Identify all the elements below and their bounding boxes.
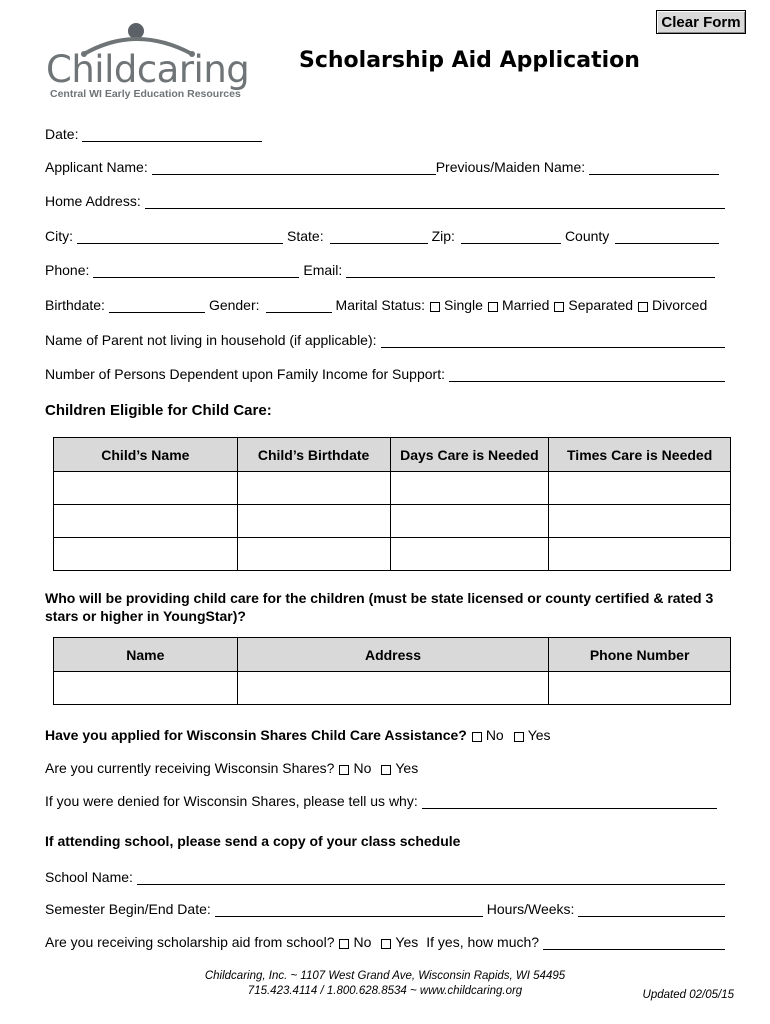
state-label: State: (287, 228, 324, 244)
table-row (54, 472, 731, 505)
marital-status-label: Marital Status: (335, 297, 426, 313)
birthdate-row (45, 293, 725, 313)
table-cell[interactable] (237, 505, 390, 538)
shares-applied-yes-label: Yes (527, 727, 551, 743)
shares-applied-no-label: No (485, 727, 504, 743)
provider-address-header: Address (237, 638, 549, 672)
applicant-name-label: Applicant Name: (45, 159, 148, 175)
previous-name-label: Previous/Maiden Name: (435, 159, 586, 175)
table-cell[interactable] (390, 505, 549, 538)
phone-label: Phone: (45, 262, 90, 278)
scholarship-yes-checkbox[interactable] (381, 939, 391, 949)
hours-label: Hours/Weeks: (486, 901, 575, 917)
table-row (54, 672, 731, 705)
children-table (53, 437, 731, 571)
logo-tagline: Central WI Early Education Resources (50, 88, 241, 100)
table-cell[interactable] (549, 472, 731, 505)
school-heading: If attending school, please send a copy of your class schedule (45, 833, 461, 849)
parent-field[interactable] (381, 332, 725, 348)
table-cell[interactable] (390, 472, 549, 505)
updated-date: Updated 02/05/15 (642, 989, 734, 1001)
divorced-checkbox[interactable] (638, 302, 648, 312)
city-field[interactable] (77, 228, 283, 244)
email-field[interactable] (346, 262, 715, 278)
provider-table-header (54, 638, 731, 672)
applicant-name-row (45, 155, 725, 175)
zip-label: Zip: (431, 228, 455, 244)
footer-address: Childcaring, Inc. ~ 1107 West Grand Ave, Wisconsin Rapids, WI 54495 (204, 970, 566, 982)
how-much-field[interactable] (543, 934, 725, 950)
provider-name-header: Name (54, 638, 238, 672)
city-row (45, 224, 725, 244)
phone-field[interactable] (93, 262, 299, 278)
semester-field[interactable] (215, 901, 483, 917)
provider-phone-header: Phone Number (549, 638, 731, 672)
footer-contact: 715.423.4114 / 1.800.628.8534 ~ www.childcaring.org (247, 985, 523, 997)
home-address-field[interactable] (145, 193, 725, 209)
days-care-header: Days Care is Needed (390, 438, 549, 472)
city-label: City: (45, 228, 73, 244)
table-cell[interactable] (549, 538, 731, 571)
semester-row (45, 897, 725, 917)
table-cell[interactable] (390, 538, 549, 571)
scholarship-no-checkbox[interactable] (339, 939, 349, 949)
table-cell[interactable] (54, 505, 238, 538)
school-name-label: School Name: (45, 869, 133, 885)
zip-field[interactable] (461, 228, 561, 244)
table-cell[interactable] (54, 672, 238, 705)
school-name-field[interactable] (137, 869, 725, 885)
shares-receiving-no-label: No (353, 760, 372, 776)
gender-field[interactable] (266, 297, 332, 313)
scholarship-yes-label: Yes (395, 934, 419, 950)
home-address-row (45, 189, 725, 209)
dependents-row (45, 362, 725, 382)
phone-row (45, 258, 725, 278)
county-field[interactable] (615, 228, 719, 244)
table-row (54, 505, 731, 538)
married-checkbox[interactable] (488, 302, 498, 312)
home-address-label: Home Address: (45, 193, 141, 209)
table-cell[interactable] (237, 672, 549, 705)
times-care-header: Times Care is Needed (549, 438, 731, 472)
shares-applied-row (45, 723, 725, 743)
provider-table (53, 637, 731, 705)
shares-receiving-no-checkbox[interactable] (339, 765, 349, 775)
table-cell[interactable] (549, 672, 731, 705)
email-label: Email: (303, 262, 343, 278)
page-title: Scholarship Aid Application (299, 48, 640, 73)
logo-wordmark: Childcaring (46, 48, 250, 91)
shares-receiving-row (45, 756, 725, 776)
clear-form-button[interactable]: Clear Form (656, 10, 746, 34)
separated-label: Separated (568, 297, 634, 313)
children-heading: Children Eligible for Child Care: (45, 402, 272, 419)
previous-name-field[interactable] (589, 159, 719, 175)
shares-denied-row (45, 789, 725, 809)
shares-applied-no-checkbox[interactable] (472, 732, 482, 742)
table-cell[interactable] (54, 472, 238, 505)
applicant-name-field[interactable] (152, 159, 436, 175)
shares-receiving-yes-checkbox[interactable] (381, 765, 391, 775)
single-label: Single (444, 297, 483, 313)
childcaring-logo (44, 20, 250, 104)
shares-receiving-yes-label: Yes (395, 760, 419, 776)
single-checkbox[interactable] (430, 302, 440, 312)
state-field[interactable] (330, 228, 428, 244)
dependents-label: Number of Persons Dependent upon Family Income for Support: (45, 366, 445, 382)
parent-row (45, 328, 725, 348)
divorced-label: Divorced (652, 297, 708, 313)
scholarship-row (45, 930, 725, 950)
dependents-field[interactable] (449, 366, 725, 382)
how-much-label: If yes, how much? (426, 934, 540, 950)
children-table-header (54, 438, 731, 472)
shares-applied-question: Have you applied for Wisconsin Shares Child Care Assistance? (45, 727, 467, 743)
scholarship-question: Are you receiving scholarship aid from school? (45, 934, 335, 950)
table-cell[interactable] (237, 538, 390, 571)
scholarship-no-label: No (353, 934, 372, 950)
shares-denied-field[interactable] (422, 793, 717, 809)
table-cell[interactable] (237, 472, 390, 505)
shares-receiving-question: Are you currently receiving Wisconsin Shares? (45, 760, 335, 776)
table-row (54, 538, 731, 571)
school-name-row (45, 865, 725, 885)
separated-checkbox[interactable] (554, 302, 564, 312)
date-row (45, 122, 725, 142)
childs-birthdate-header: Child’s Birthdate (237, 438, 390, 472)
parent-label: Name of Parent not living in household (if applicable): (45, 332, 377, 348)
birthdate-field[interactable] (109, 297, 205, 313)
married-label: Married (501, 297, 550, 313)
birthdate-label: Birthdate: (45, 297, 105, 313)
childs-name-header: Child’s Name (54, 438, 238, 472)
table-cell[interactable] (549, 505, 731, 538)
date-field[interactable] (82, 126, 262, 142)
county-label: County (564, 228, 610, 244)
gender-label: Gender: (208, 297, 260, 313)
hours-field[interactable] (578, 901, 725, 917)
date-label: Date: (45, 126, 79, 142)
table-cell[interactable] (54, 538, 238, 571)
semester-label: Semester Begin/End Date: (45, 901, 211, 917)
shares-applied-yes-checkbox[interactable] (514, 732, 524, 742)
shares-denied-label: If you were denied for Wisconsin Shares, please tell us why: (45, 793, 418, 809)
provider-question: Who will be providing child care for the children (must be state licensed or county certified & rated 3 stars or higher in YoungStar)? (45, 590, 714, 624)
